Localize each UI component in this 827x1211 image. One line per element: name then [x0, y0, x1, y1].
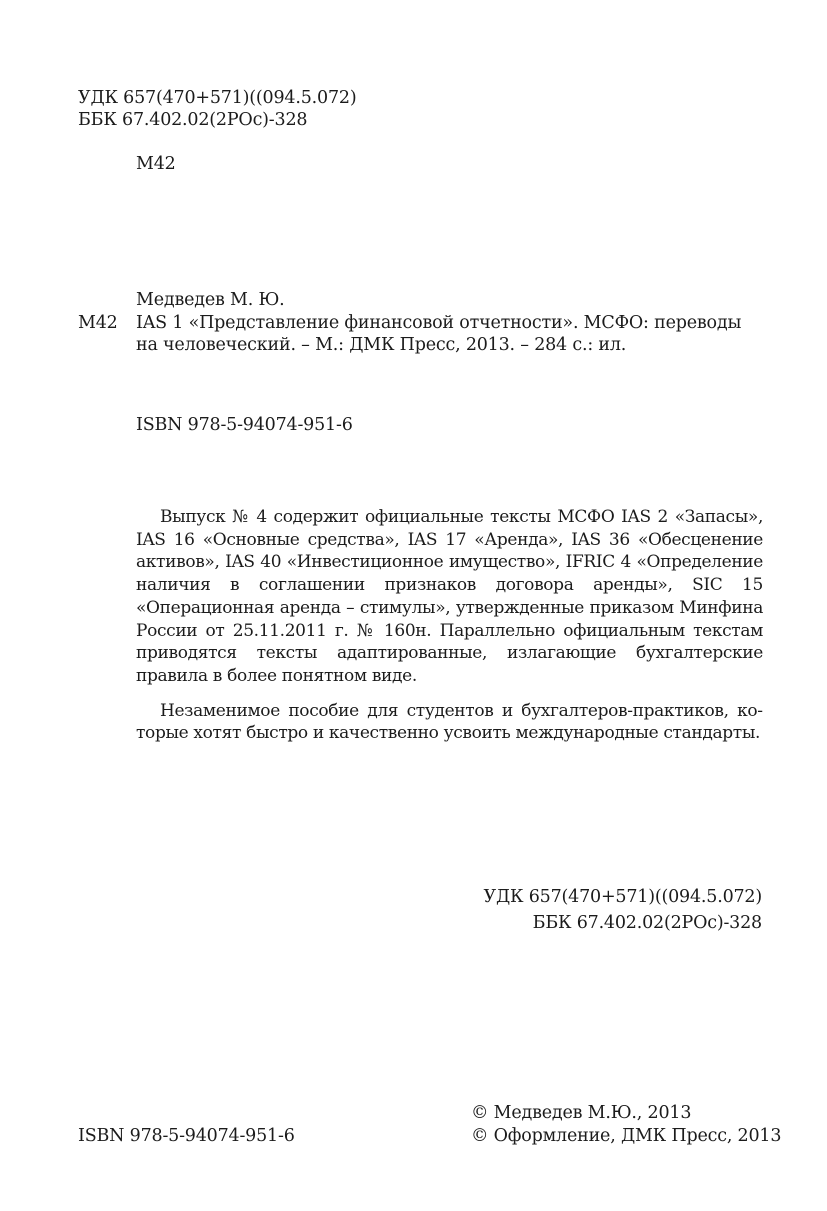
book-title-line-1: IAS 1 «Представление финансовой отчетности». МСФО: переводы — [136, 313, 742, 333]
bbk-code-bottom: ББК 67.402.02(2РОс)-328 — [532, 913, 762, 933]
isbn-footer: ISBN 978-5-94074-951-6 — [78, 1126, 295, 1146]
author-name: Медведев М. Ю. — [136, 290, 285, 310]
copyright-design: © Оформление, ДМК Пресс, 2013 — [471, 1126, 782, 1146]
author-code-top: М42 — [136, 154, 176, 174]
udk-code-top: УДК 657(470+571)((094.5.072) — [78, 88, 357, 108]
annotation-paragraph-1: Выпуск № 4 содержит официальные тексты МСФО IAS 2 «Запасы», IAS 16 «Основные средства», IAS 17 «Аренда», IAS 36 «Обесценение активов», IAS 40 «Инвестиционное имущество», IFRIC 4 «Определение наличия в соглашении признаков договора аренды», SIC 15 «Операционная аренда – стимулы», утвержденные приказом Минфина России от 25.11.2011 г. № 160н. Параллельно официальным текстам приводятся тексты адаптированные, излагающие бухгалтерские правила в более понятном виде. — [136, 507, 763, 686]
annotation — [136, 506, 763, 745]
isbn-main: ISBN 978-5-94074-951-6 — [136, 415, 353, 435]
udk-code-bottom: УДК 657(470+571)((094.5.072) — [483, 887, 762, 907]
copyright-author: © Медведев М.Ю., 2013 — [471, 1103, 692, 1123]
bbk-code-top: ББК 67.402.02(2РОс)-328 — [78, 110, 308, 130]
annotation-paragraph-2: Незаменимое пособие для студентов и бухгалтеров-практиков, которые хотят быстро и качественно усвоить международные стандарты. — [136, 700, 763, 744]
author-code-margin: М42 — [78, 313, 118, 333]
book-title-line-2: на человеческий. – М.: ДМК Пресс, 2013. – 284 с.: ил. — [136, 335, 627, 355]
